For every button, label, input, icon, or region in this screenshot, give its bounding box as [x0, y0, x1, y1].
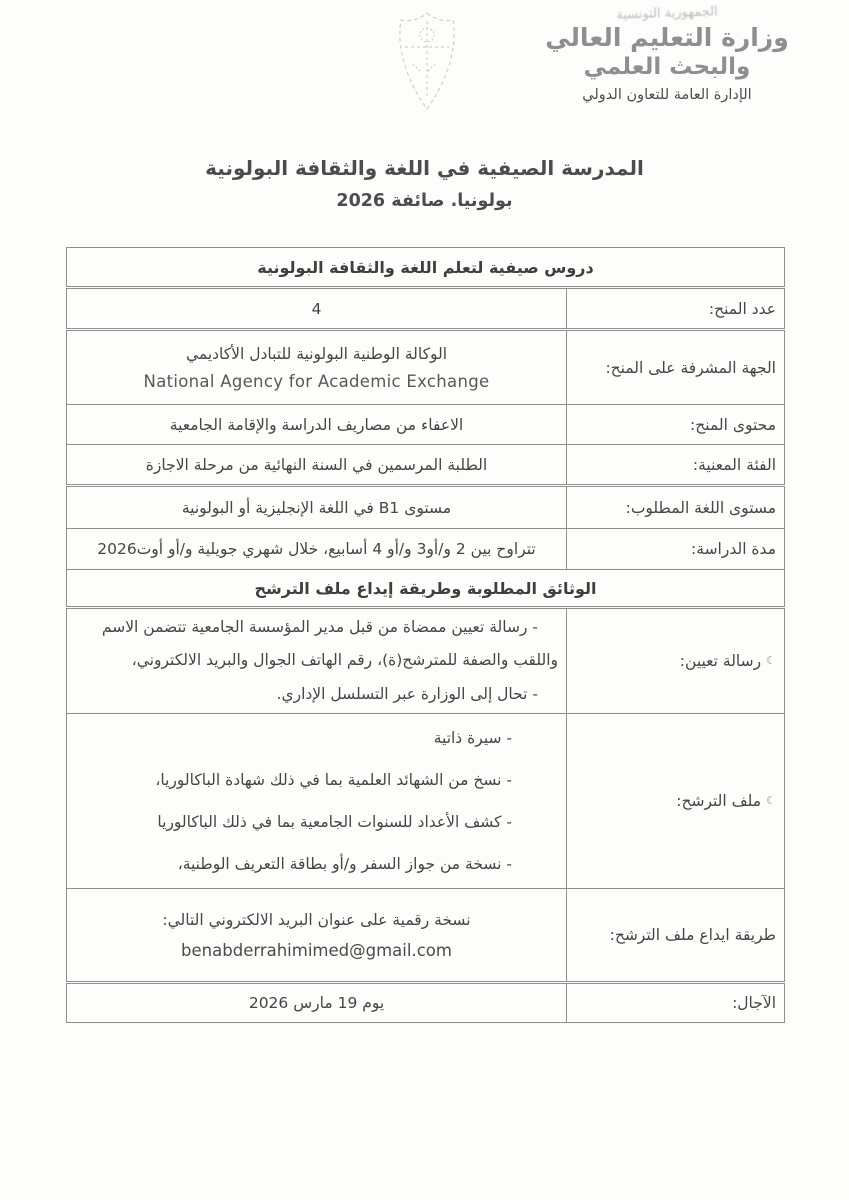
documents-section-header: الوثائق المطلوبة وطريقة إيداع ملف الترشح	[67, 570, 785, 608]
row-value: يوم 19 مارس 2026	[67, 983, 567, 1023]
table-row-section-header	[67, 570, 785, 608]
agency-name-ar: الوكالة الوطنية البولونية للتبادل الأكاديمي	[185, 344, 448, 363]
appointment-letter-label: رسالة تعيين:	[679, 652, 762, 670]
tunisia-coat-of-arms-icon	[391, 8, 463, 116]
crescent-bullet-icon: ☾	[766, 794, 776, 807]
row-value	[67, 889, 567, 983]
table-row-supervising-body	[67, 330, 785, 405]
ministry-name-line2: والبحث العلمي	[583, 54, 751, 81]
list-item: - نسخ من الشهائد العلمية بما في ذلك شهادة الباكالوريا،	[155, 770, 512, 789]
program-header: دروس صيفية لتعلم اللغة والثقافة البولونية	[67, 248, 785, 288]
list-item: - رسالة تعيين ممضاة من قبل مدير المؤسسة الجامعية تتضمن الاسم واللقب والصفة للمترشح(ة)، رقم الهاتف الجوال والبريد الالكتروني،	[101, 618, 558, 670]
document-title	[0, 156, 849, 211]
row-value	[67, 330, 567, 405]
row-label: محتوى المنح:	[567, 405, 785, 445]
table-row-grant-count	[67, 288, 785, 330]
ministry-name-line1: وزارة التعليم العالي	[545, 23, 789, 52]
row-value: 4	[67, 288, 567, 330]
application-file-label: ملف الترشح:	[676, 792, 762, 810]
table-row-study-duration	[67, 529, 785, 570]
row-label: عدد المنح:	[567, 288, 785, 330]
table-row-submission-method	[67, 889, 785, 983]
list-item: - تحال إلى الوزارة عبر التسلسل الإداري.	[276, 684, 538, 703]
table-row-deadline	[67, 983, 785, 1023]
title-line1: المدرسة الصيفية في اللغة والثقافة البولونية	[205, 156, 644, 180]
row-value: الطلبة المرسمين في السنة النهائية من مرحلة الاجازة	[67, 445, 567, 486]
table-row-grant-content	[67, 405, 785, 445]
submission-instruction: نسخة رقمية على عنوان البريد الالكتروني التالي:	[162, 910, 471, 929]
faint-republic-script: الجمهورية التونسية	[616, 4, 718, 23]
row-label: الجهة المشرفة على المنح:	[567, 330, 785, 405]
row-label: طريقة ايداع ملف الترشح:	[567, 889, 785, 983]
table-row-language-level	[67, 486, 785, 529]
list-item: - سيرة ذاتية	[433, 728, 512, 747]
agency-name-en: National Agency for Academic Exchange	[143, 371, 490, 391]
row-label	[567, 714, 785, 889]
row-label: الآجال:	[567, 983, 785, 1023]
title-line2: بولونيا. صائفة 2026	[336, 191, 513, 211]
table-row-target-group	[67, 445, 785, 486]
table-row-application-file	[67, 714, 785, 889]
row-label	[567, 608, 785, 714]
table-row-program	[67, 248, 785, 288]
row-value	[67, 608, 567, 714]
submission-email: benabderrahimimed@gmail.com	[181, 940, 452, 960]
row-label: مدة الدراسة:	[567, 529, 785, 570]
row-value: مستوى B1 في اللغة الإنجليزية أو البولونية	[67, 486, 567, 529]
list-item: - كشف الأعداد للسنوات الجامعية بما في ذلك الباكالوريا	[157, 813, 512, 831]
row-value: تتراوح بين 2 و/أو3 و/أو 4 أسابيع، خلال شهري جويلية و/أو أوت2026	[67, 529, 567, 570]
crescent-bullet-icon: ☾	[766, 654, 776, 667]
scholarship-table	[66, 247, 785, 1023]
department-name: الإدارة العامة للتعاون الدولي	[582, 87, 752, 103]
row-value	[67, 714, 567, 889]
row-label: الفئة المعنية:	[567, 445, 785, 486]
ministry-stamp	[529, 6, 805, 103]
list-item: - نسخة من جواز السفر و/أو بطاقة التعريف الوطنية،	[177, 855, 512, 874]
row-label: مستوى اللغة المطلوب:	[567, 486, 785, 529]
row-value: الاعفاء من مصاريف الدراسة والإقامة الجامعية	[67, 405, 567, 445]
table-row-appointment-letter	[67, 608, 785, 714]
